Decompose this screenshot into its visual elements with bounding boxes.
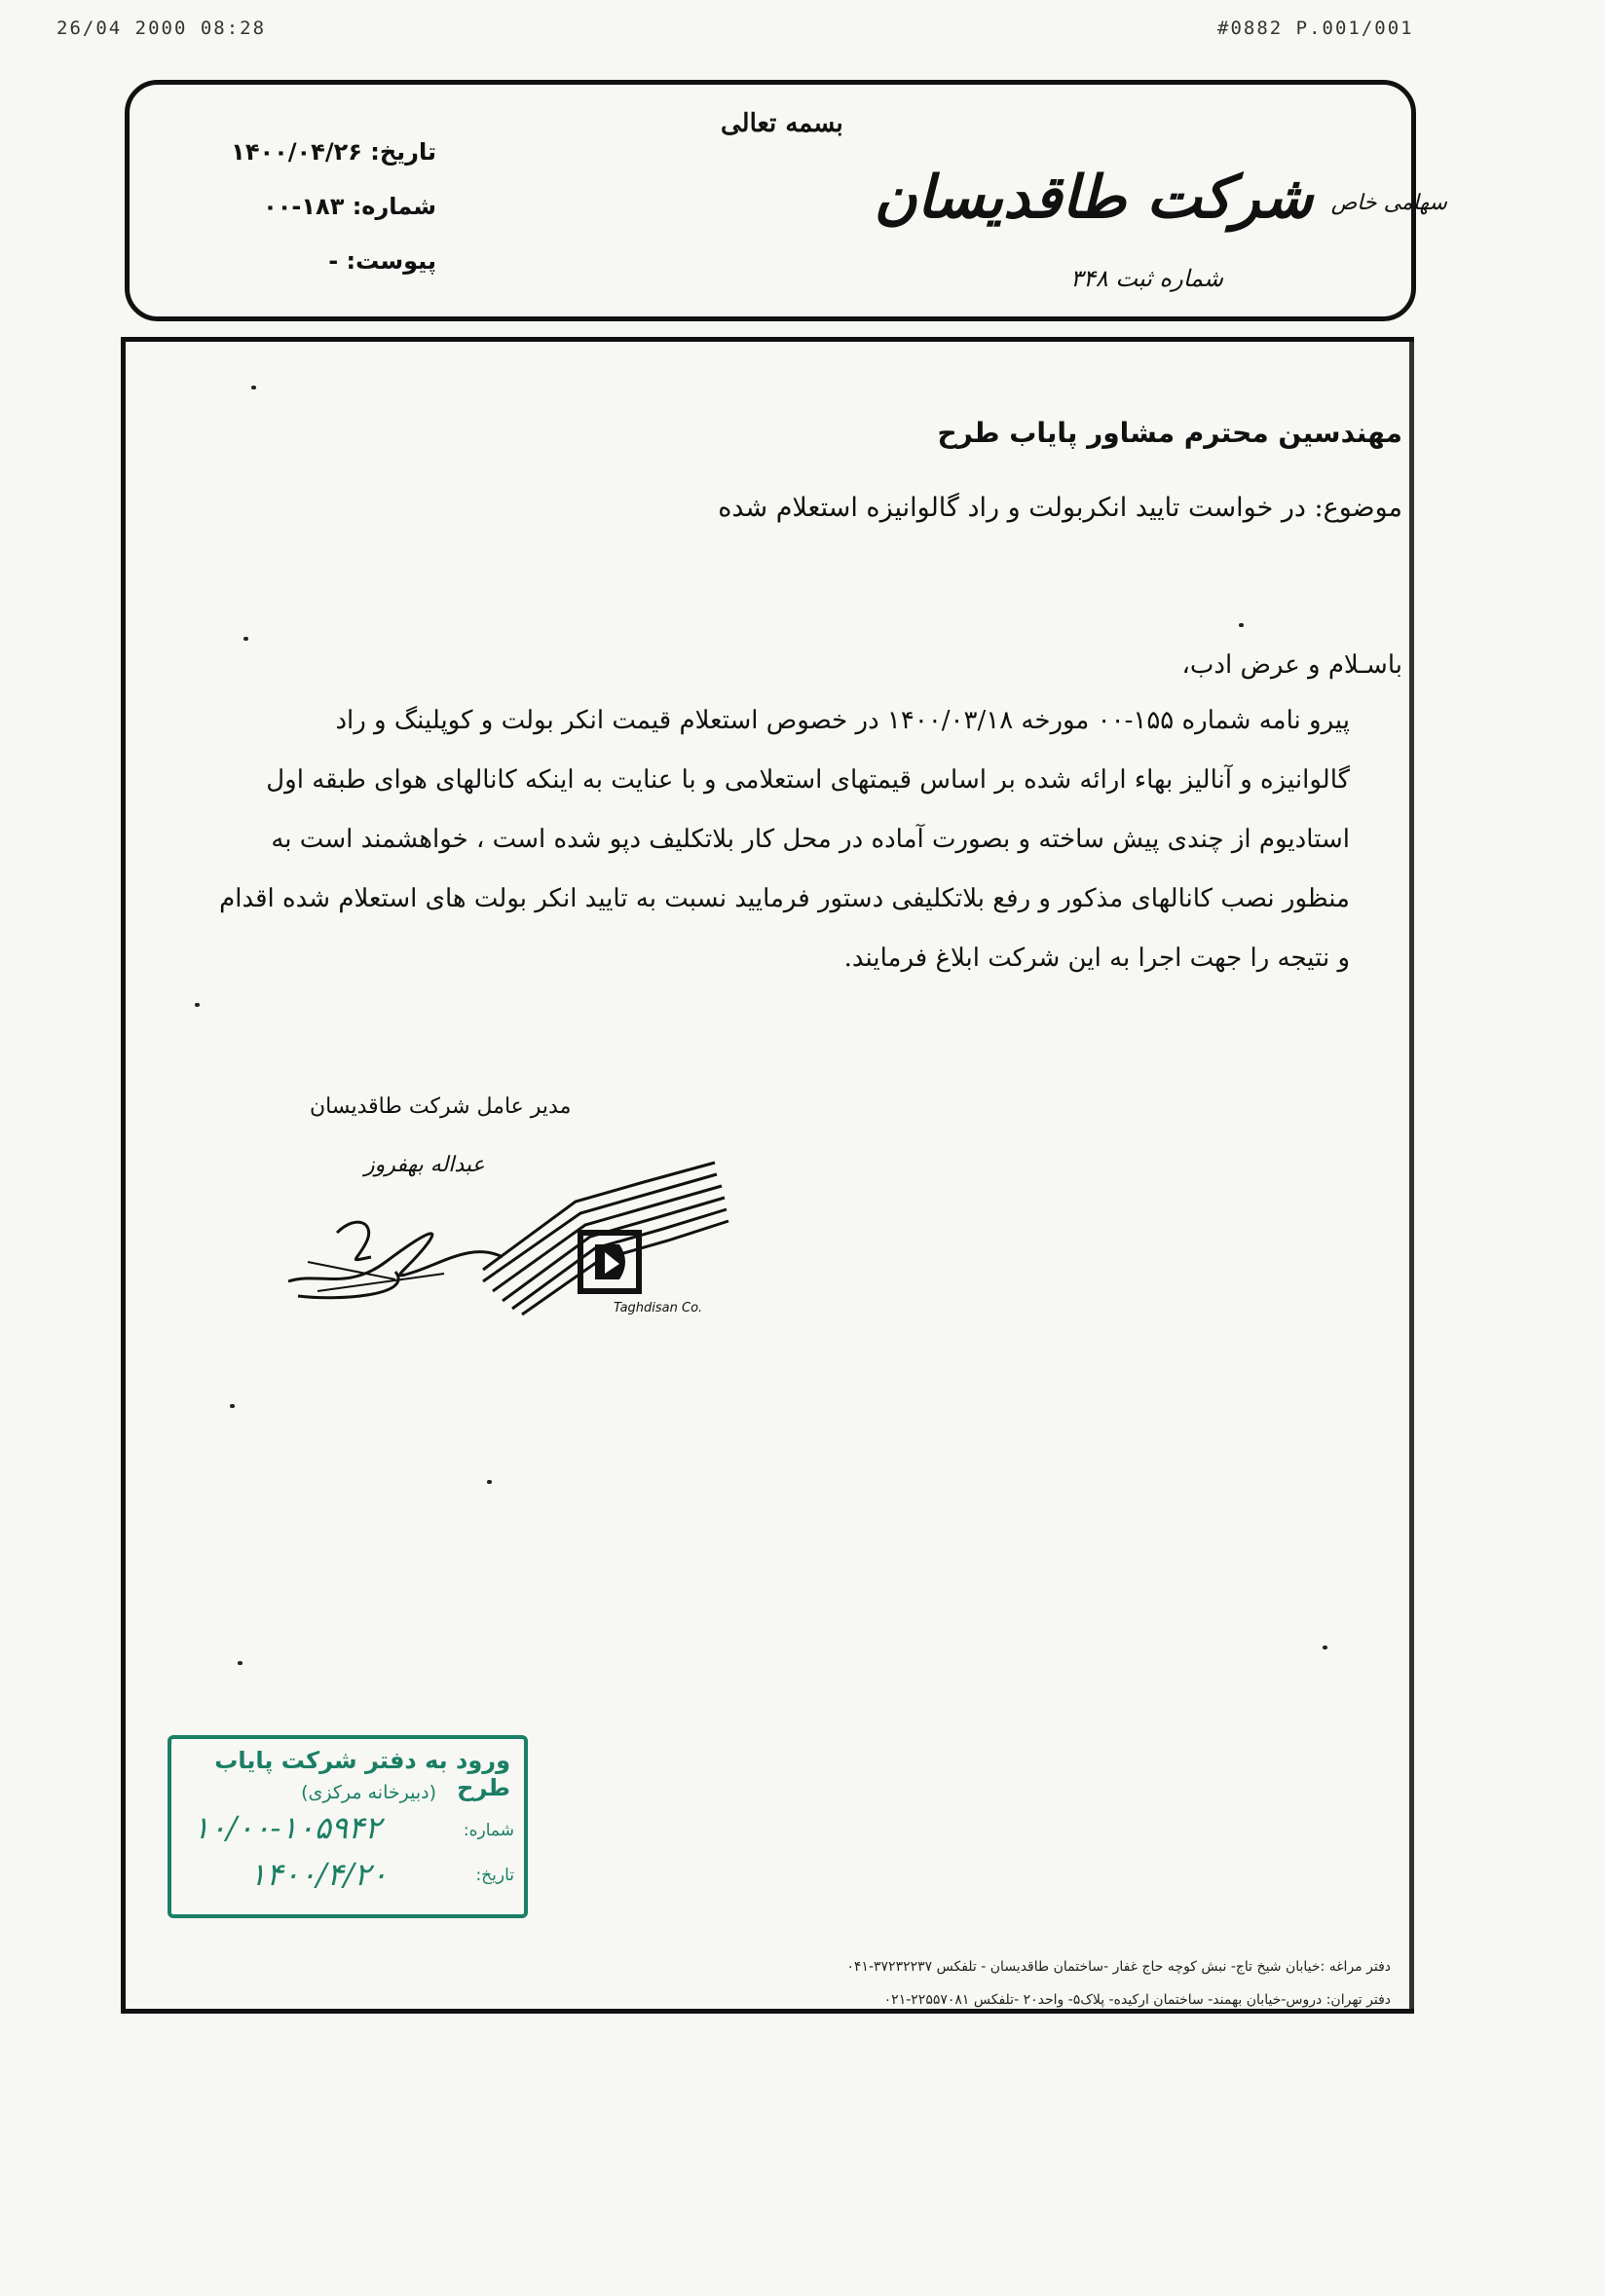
stamp-date-value: ۱۴۰۰/۴/۲۰ xyxy=(249,1856,388,1893)
signatory-title: مدیر عامل شرکت طاقدیسان xyxy=(310,1094,572,1119)
scan-speck xyxy=(1239,623,1244,627)
scan-speck xyxy=(251,386,256,389)
fax-timestamp: 26/04 2000 08:28 xyxy=(56,18,267,39)
fax-page-id: #0882 P.001/001 xyxy=(1217,18,1414,39)
date-value: ۱۴۰۰/۰۴/۲۶ xyxy=(231,138,362,166)
seal-caption: Taghdisan Co. xyxy=(614,1301,703,1315)
registration-number: شماره ثبت ۳۴۸ xyxy=(1070,265,1223,292)
number-row xyxy=(263,193,436,220)
company-type: سهامی خاص xyxy=(1330,191,1447,215)
receipt-stamp xyxy=(168,1735,528,1918)
attachment-row xyxy=(328,247,436,275)
scan-speck xyxy=(243,637,248,641)
stamp-number-label: شماره: xyxy=(463,1821,514,1840)
stamp-title: ورود به دفتر شرکت پایاب طرح xyxy=(214,1747,510,1801)
attachment-label: پیوست: xyxy=(346,247,436,275)
stamp-number-value: ۱۰/۰۰-۱۰۵۹۴۲ xyxy=(193,1809,382,1846)
scan-speck xyxy=(230,1404,235,1408)
body-line: استادیوم از چندی پیش ساخته و بصورت آماده در محل کار بلاتکلیف دپو شده است ، خواهشمند است به xyxy=(271,825,1350,854)
scan-speck xyxy=(1323,1646,1327,1649)
body-line: منظور نصب کانالهای مذکور و رفع بلاتکلیفی دستور فرمایید نسبت به تایید انکر بولت های استعلام شده اقدام xyxy=(219,884,1350,913)
scan-speck xyxy=(238,1661,243,1665)
scan-speck xyxy=(487,1480,492,1484)
footer-address-tehran: دفتر تهران: دروس-خیابان بهمند- ساختمان ارکیده- پلاک۵- واحد۲۰ -تلفکس ۲۲۵۵۷۰۸۱-۰۲۱ xyxy=(883,1992,1391,2008)
page-frame-right-edge xyxy=(1409,337,1414,2014)
scan-speck xyxy=(195,1003,200,1007)
date-label: تاریخ: xyxy=(370,138,436,166)
subject: موضوع: در خواست تایید انکربولت و راد گالوانیزه استعلام شده xyxy=(718,493,1402,523)
company-name: شرکت طاقدیسان xyxy=(874,164,1313,232)
number-label: شماره: xyxy=(352,193,436,220)
footer-address-maragheh: دفتر مراغه :خیابان شیخ تاج- نبش کوچه حاج غفار -ساختمان طاقدیسان - تلفکس ۳۷۲۳۲۲۳۷-۰۴۱ xyxy=(846,1959,1391,1975)
company-seal xyxy=(473,1155,736,1320)
signatory-name: عبداله بهفروز xyxy=(364,1153,485,1177)
greeting: باسـلام و عرض ادب، xyxy=(1181,650,1402,680)
recipient: مهندسین محترم مشاور پایاب طرح xyxy=(937,417,1402,449)
stamp-subtitle: (دبیرخانه مرکزی) xyxy=(301,1782,436,1803)
date-row xyxy=(231,138,436,166)
stamp-date-label: تاریخ: xyxy=(475,1866,514,1885)
body-line: پیرو نامه شماره ۱۵۵-۰۰ مورخه ۱۴۰۰/۰۳/۱۸ در خصوص استعلام قیمت انکر بولت و کوپلینگ و راد xyxy=(335,706,1350,735)
body-line: گالوانیزه و آنالیز بهاء ارائه شده بر اساس قیمتهای استعلامی و با عنایت به اینکه کانالهای هوای طبقه اول xyxy=(266,765,1350,795)
body-line: و نتیجه را جهت اجرا به این شرکت ابلاغ فرمایند. xyxy=(843,944,1350,973)
number-value: ۱۸۳-۰۰ xyxy=(263,193,345,220)
basmala: بسمه تعالی xyxy=(721,109,843,138)
attachment-value: - xyxy=(328,247,339,275)
